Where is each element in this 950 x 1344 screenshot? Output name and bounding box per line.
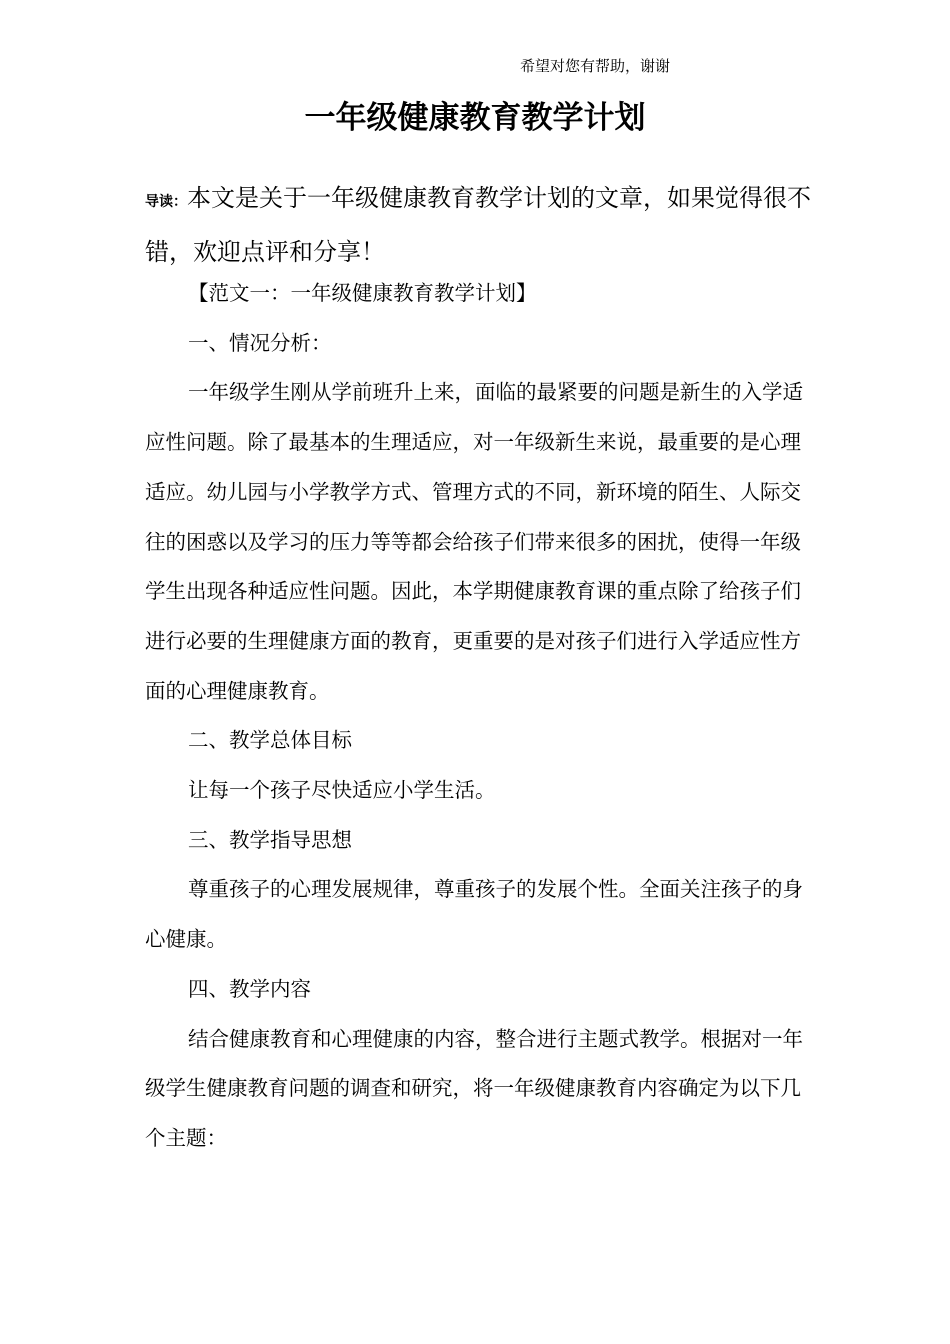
intro-paragraph	[145, 173, 813, 277]
intro-lead-label: 导读：	[145, 194, 187, 210]
section-heading-situation: 一、情况分析：	[188, 330, 332, 355]
sample-heading: 【范文一：一年级健康教育教学计划】	[188, 281, 537, 305]
section-heading-goal: 二、教学总体目标	[188, 728, 352, 753]
paragraph-content: 结合健康教育和心理健康的内容，整合进行主题式教学。根据对一年级学生健康教育问题的调查和研究，将一年级健康教育内容确定为以下几个主题：	[145, 1026, 803, 1150]
body-text	[145, 269, 813, 1164]
section-heading-guidance: 三、教学指导思想	[188, 827, 352, 852]
paragraph-goal: 让每一个孩子尽快适应小学生活。	[188, 778, 496, 803]
paragraph-situation: 一年级学生刚从学前班升上来，面临的最紧要的问题是新生的入学适应性问题。除了最基本的生理适应，对一年级新生来说，最重要的是心理适应。幼儿园与小学教学方式、管理方式的不同，新环境的陌生、人际交往的困惑以及学习的压力等等都会给孩子们带来很多的困扰，使得一年级学生出现各种适应性问题。因此，本学期健康教育课的重点除了给孩子们进行必要的生理健康方面的教育，更重要的是对孩子们进行入学适应性方面的心理健康教育。	[145, 380, 803, 703]
intro-text: 本文是关于一年级健康教育教学计划的文章，如果觉得很不错，欢迎点评和分享！	[145, 184, 811, 266]
section-heading-content: 四、教学内容	[188, 976, 311, 1001]
paragraph-guidance: 尊重孩子的心理发展规律，尊重孩子的发展个性。全面关注孩子的身心健康。	[145, 877, 803, 952]
header-note: 希望对您有帮助，谢谢	[520, 57, 671, 75]
document-title: 一年级健康教育教学计划	[304, 100, 646, 136]
